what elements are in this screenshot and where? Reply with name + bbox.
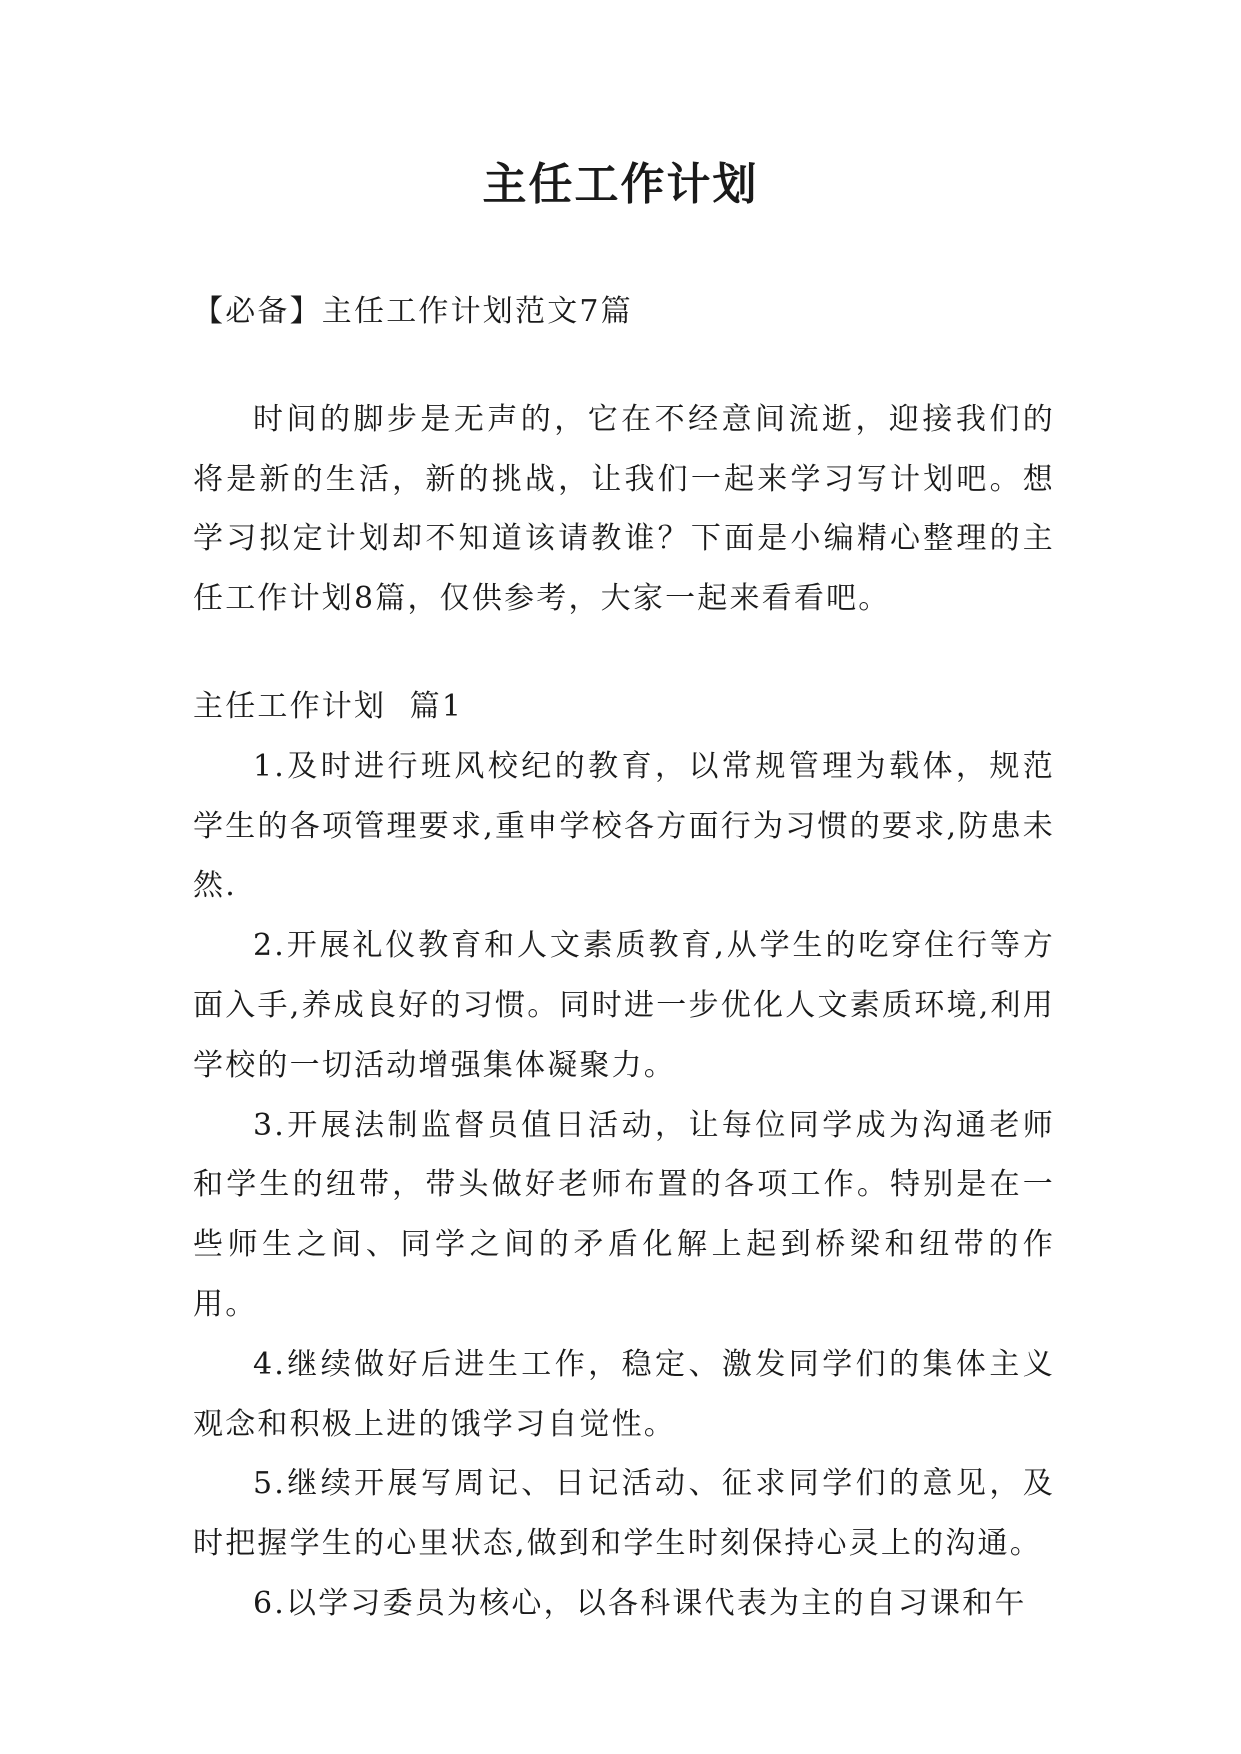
document-title: 主任工作计划 [482, 159, 759, 210]
intro-paragraph: 时间的脚步是无声的，它在不经意间流逝，迎接我们的将是新的生活，新的挑战，让我们一起来学习写计划吧。想学习拟定计划却不知道该请教谁？下面是小编精心整理的主任工作计划8篇，仅供参考，大家一起来看看吧。 [193, 401, 1055, 617]
plan-item: 1.及时进行班风校纪的教育，以常规管理为载体，规范学生的各项管理要求,重申学校各方面行为习惯的要求,防患未然. [193, 748, 1055, 904]
plan-item: 6.以学习委员为核心，以各科课代表为主的自习课和午 [253, 1585, 1027, 1621]
section-heading: 主任工作计划 篇1 [193, 688, 464, 724]
document-body [193, 282, 1055, 1634]
plan-item: 3.开展法制监督员值日活动，让每位同学成为沟通老师和学生的纽带，带头做好老师布置的各项工作。特别是在一些师生之间、同学之间的矛盾化解上起到桥梁和纽带的作用。 [193, 1107, 1055, 1322]
plan-item: 5.继续开展写周记、日记活动、征求同学们的意见，及时把握学生的心里状态,做到和学生时刻保持心灵上的沟通。 [193, 1466, 1055, 1562]
document-subtitle: 【必备】主任工作计划范文7篇 [193, 294, 633, 329]
plan-item: 2.开展礼仪教育和人文素质教育,从学生的吃穿住行等方面入手,养成良好的习惯。同时进一步优化人文素质环境,利用学校的一切活动增强集体凝聚力。 [193, 928, 1055, 1083]
plan-item: 4.继续做好后进生工作，稳定、激发同学们的集体主义观念和积极上进的饿学习自觉性。 [193, 1346, 1055, 1442]
